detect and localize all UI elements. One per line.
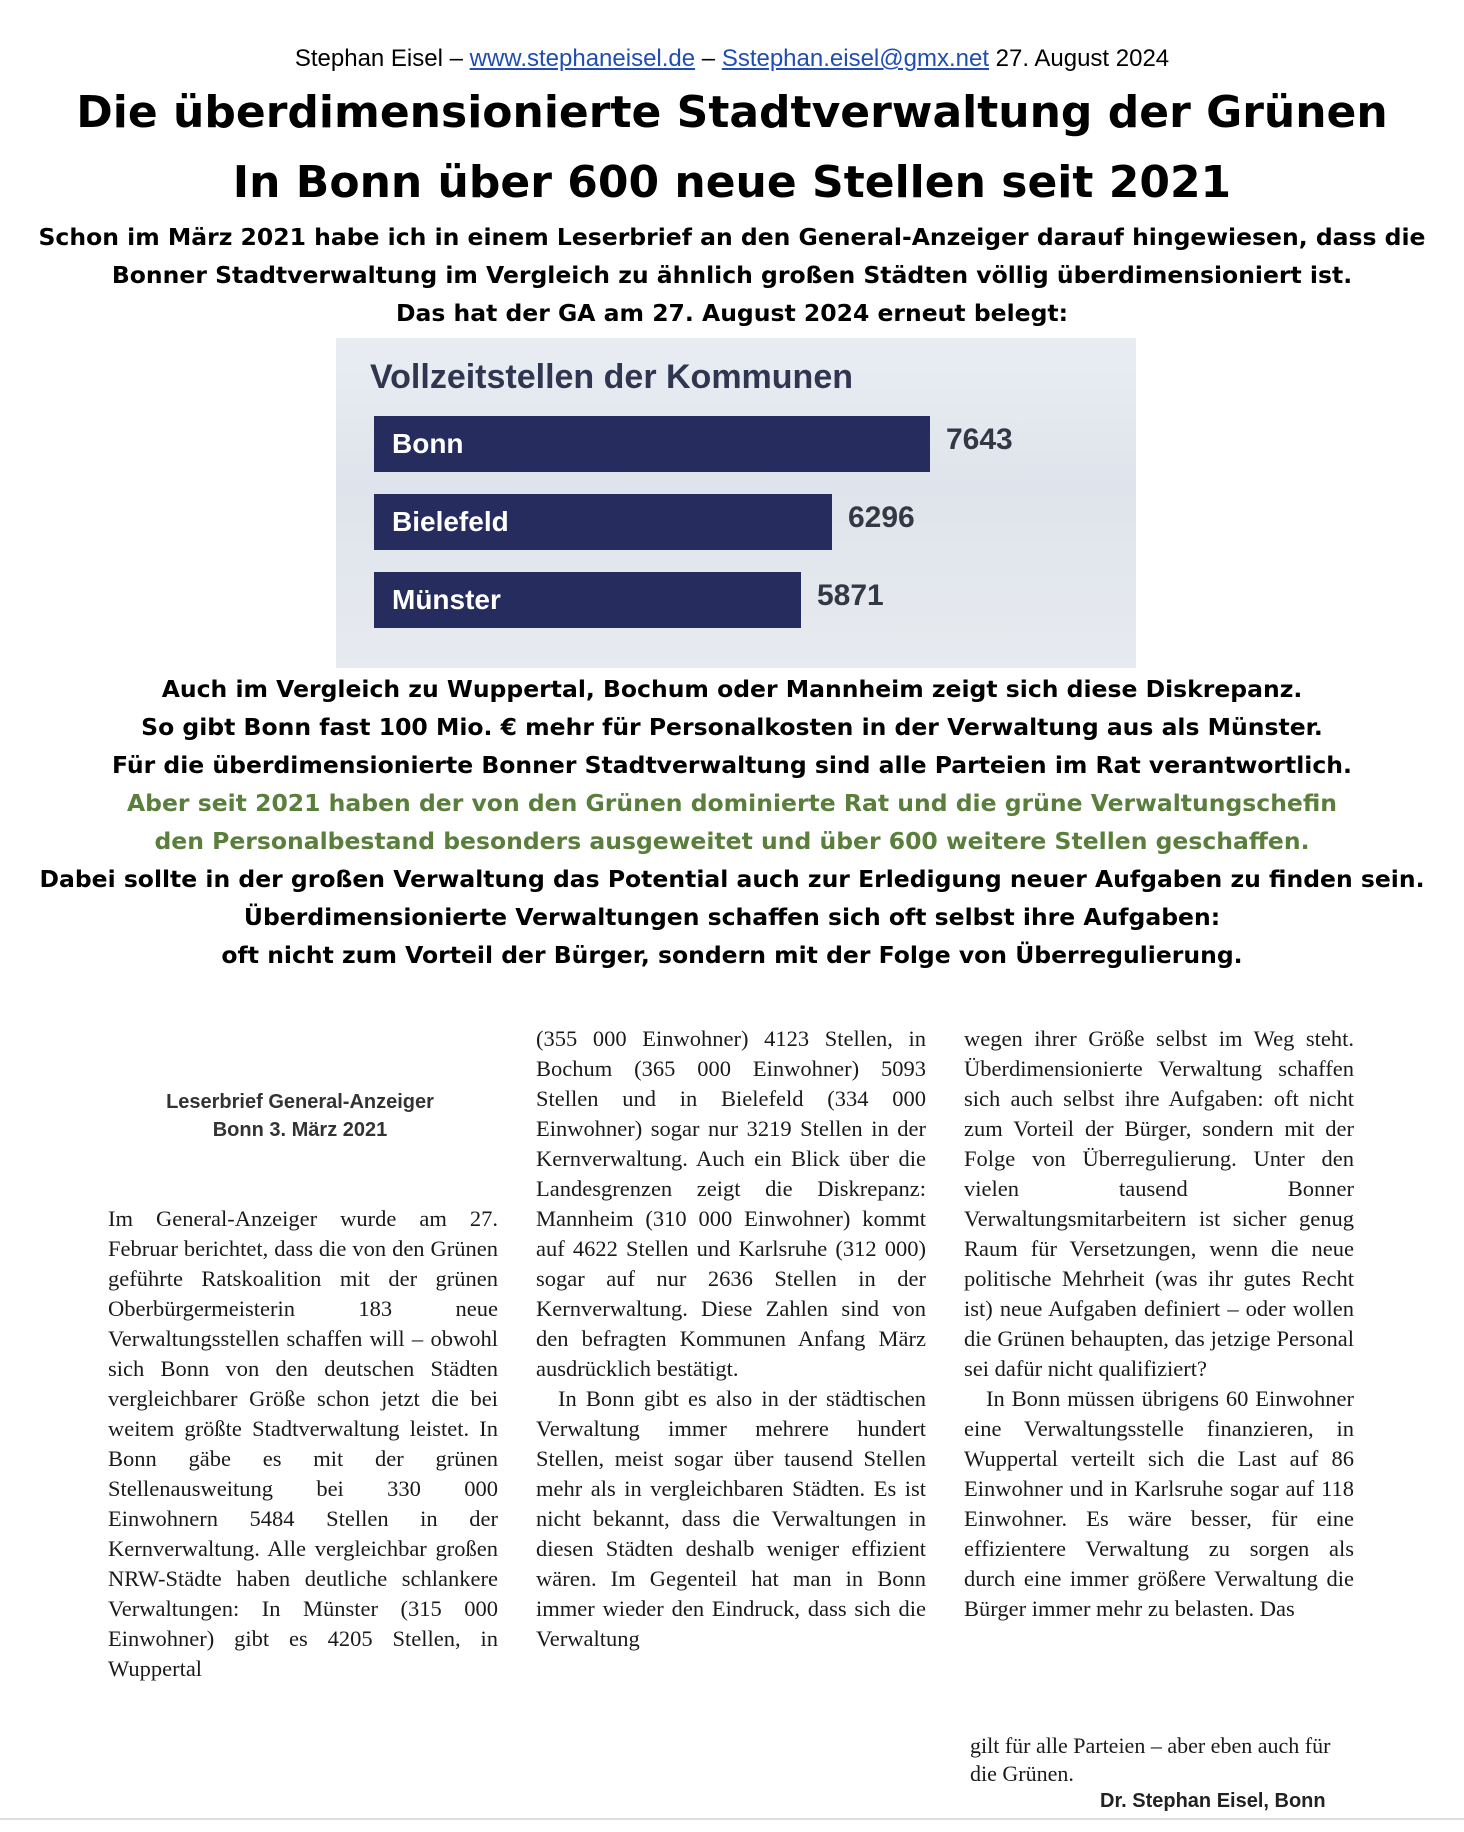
letter-paragraph: (355 000 Einwohner) 4123 Stellen, in Bochum (365 000 Einwohner) 5093 Stellen und in Bielefeld (334 000 Einwohner) sogar nur 3219 Stellen in der Kernverwaltung. Auch ein Blick über die Landesgrenzen zeigt die Diskrepanz: Mannheim (310 000 Einwohner) kommt auf 4622 Stellen und Karlsruhe (312 000) sogar auf nur 2636 Stellen in der Kernverwaltung. Diese Zahlen sind von den befragten Kommunen Anfang März ausdrücklich bestätigt. — [536, 1026, 926, 1381]
letter-column-3 — [964, 1024, 1354, 1624]
commentary-line-2: So gibt Bonn fast 100 Mio. € mehr für Personalkosten in der Verwaltung aus als Münster. — [141, 713, 1323, 741]
commentary-line-3: Für die überdimensionierte Bonner Stadtverwaltung sind alle Parteien im Rat verantwortlich. — [112, 751, 1352, 779]
letter-paragraph: wegen ihrer Größe selbst im Weg steht. Überdimensionierte Verwaltung schaffen sich auch selbst ihre Aufgaben: oft nicht zum Vorteil der Bürger, sondern mit der Folge von Überregulierung. Unter den vielen tausend Bonner Verwaltungsmitarbeitern ist sicher genug Raum für Versetzungen, wenn die neue politische Mehrheit (was ihr gutes Recht ist) neue Aufgaben definiert – oder wollen die Grünen behaupten, das jetzige Personal sei dafür nicht qualifiziert? — [964, 1026, 1354, 1381]
bar-chart — [336, 338, 1136, 668]
chart-title: Vollzeitstellen der Kommunen — [370, 358, 854, 396]
intro-text — [0, 218, 1464, 332]
main-title: Die überdimensionierte Stadtverwaltung der Grünen — [76, 87, 1388, 138]
header-dash: – — [701, 45, 716, 72]
letter-signature: Dr. Stephan Eisel, Bonn — [1100, 1790, 1326, 1812]
website-link[interactable]: www.stephaneisel.de — [469, 45, 696, 72]
chart-bar: Münster — [374, 572, 801, 628]
chart-bar: Bielefeld — [374, 494, 832, 550]
intro-line-1: Schon im März 2021 habe ich in einem Leserbrief an den General-Anzeiger darauf hingewiesen, dass die — [38, 223, 1426, 251]
chart-bar: Bonn — [374, 416, 930, 472]
header-date: 27. August 2024 — [995, 45, 1170, 72]
email-link[interactable]: Sstephan.eisel@gmx.net — [721, 45, 989, 72]
intro-line-3: Das hat der GA am 27. August 2024 erneut belegt: — [395, 299, 1069, 327]
letter-closing: gilt für alle Parteien – aber eben auch für die Grünen. — [970, 1733, 1331, 1786]
commentary-line-6: oft nicht zum Vorteil der Bürger, sondern mit der Folge von Überregulierung. — [221, 941, 1243, 969]
letter-column-2 — [536, 1024, 926, 1654]
intro-line-2: Bonner Stadtverwaltung im Vergleich zu ähnlich großen Städten völlig überdimensioniert ist. — [111, 261, 1353, 289]
letter-paragraph: Im General-Anzeiger wurde am 27. Februar berichtet, dass die von den Grünen geführte Ratskoalition mit der grünen Oberbürgermeisterin 183 neue Verwaltungsstellen schaffen will – obwohl sich Bonn von den deutschen Städten vergleichbarer Größe schon jetzt die bei weitem größte Stadtverwaltung leistet. In Bonn gäbe es mit der grünen Stellenausweitung bei 330 000 Einwohnern 5484 Stellen in der Kernverwaltung. Alle vergleichbar großen NRW-Städte haben deutliche schlankere Verwaltungen: In Münster (315 000 Einwohner) gibt es 4205 Stellen, in Wuppertal — [108, 1206, 498, 1681]
commentary-text — [0, 670, 1464, 974]
author-name: Stephan Eisel – — [294, 45, 463, 72]
chart-value-label: 7643 — [946, 423, 1013, 456]
commentary-line-5: Überdimensionierte Verwaltungen schaffen sich oft selbst ihre Aufgaben: — [243, 903, 1221, 931]
sub-title: In Bonn über 600 neue Stellen seit 2021 — [232, 157, 1232, 208]
commentary-green-line-1: Aber seit 2021 haben der von den Grünen dominierte Rat und die grüne Verwaltungschefin — [126, 789, 1338, 817]
commentary-line-1: Auch im Vergleich zu Wuppertal, Bochum oder Mannheim zeigt sich diese Diskrepanz. — [161, 675, 1303, 703]
letter-paragraph: In Bonn gibt es also in der städtischen Verwaltung immer mehrere hundert Stellen, meist sogar über tausend Stellen mehr als in vergleichbaren Städten. Es ist nicht bekannt, dass die Verwaltungen in diesen Städten deshalb weniger effizient wären. Im Gegenteil hat man in Bonn immer wieder den Eindruck, dass sich die Verwaltung — [536, 1386, 926, 1651]
letter-paragraph: In Bonn müssen übrigens 60 Einwohner eine Verwaltungsstelle finanzieren, in Wuppertal verteilt sich die Last auf 86 Einwohner und in Karlsruhe sogar auf 118 Einwohner. Es wäre besser, für eine effizientere Verwaltung zu sorgen als durch eine immer größere Verwaltung die Bürger immer mehr zu belasten. Das — [964, 1386, 1354, 1621]
letter-heading-line-1: Leserbrief General-Anzeiger — [166, 1091, 434, 1113]
page-divider — [0, 1818, 1464, 1820]
chart-value-label: 5871 — [817, 579, 884, 612]
commentary-green-line-2: den Personalbestand besonders ausgeweitet und über 600 weitere Stellen geschaffen. — [154, 827, 1310, 855]
letter-clipping — [0, 1020, 1464, 1820]
letter-heading-line-2: Bonn 3. März 2021 — [212, 1119, 388, 1141]
chart-value-label: 6296 — [848, 501, 915, 534]
header-line — [0, 44, 1464, 74]
commentary-line-4: Dabei sollte in der großen Verwaltung das Potential auch zur Erledigung neuer Aufgaben zu finden sein. — [39, 865, 1425, 893]
letter-heading — [100, 1088, 500, 1144]
letter-column-1 — [108, 1204, 498, 1684]
